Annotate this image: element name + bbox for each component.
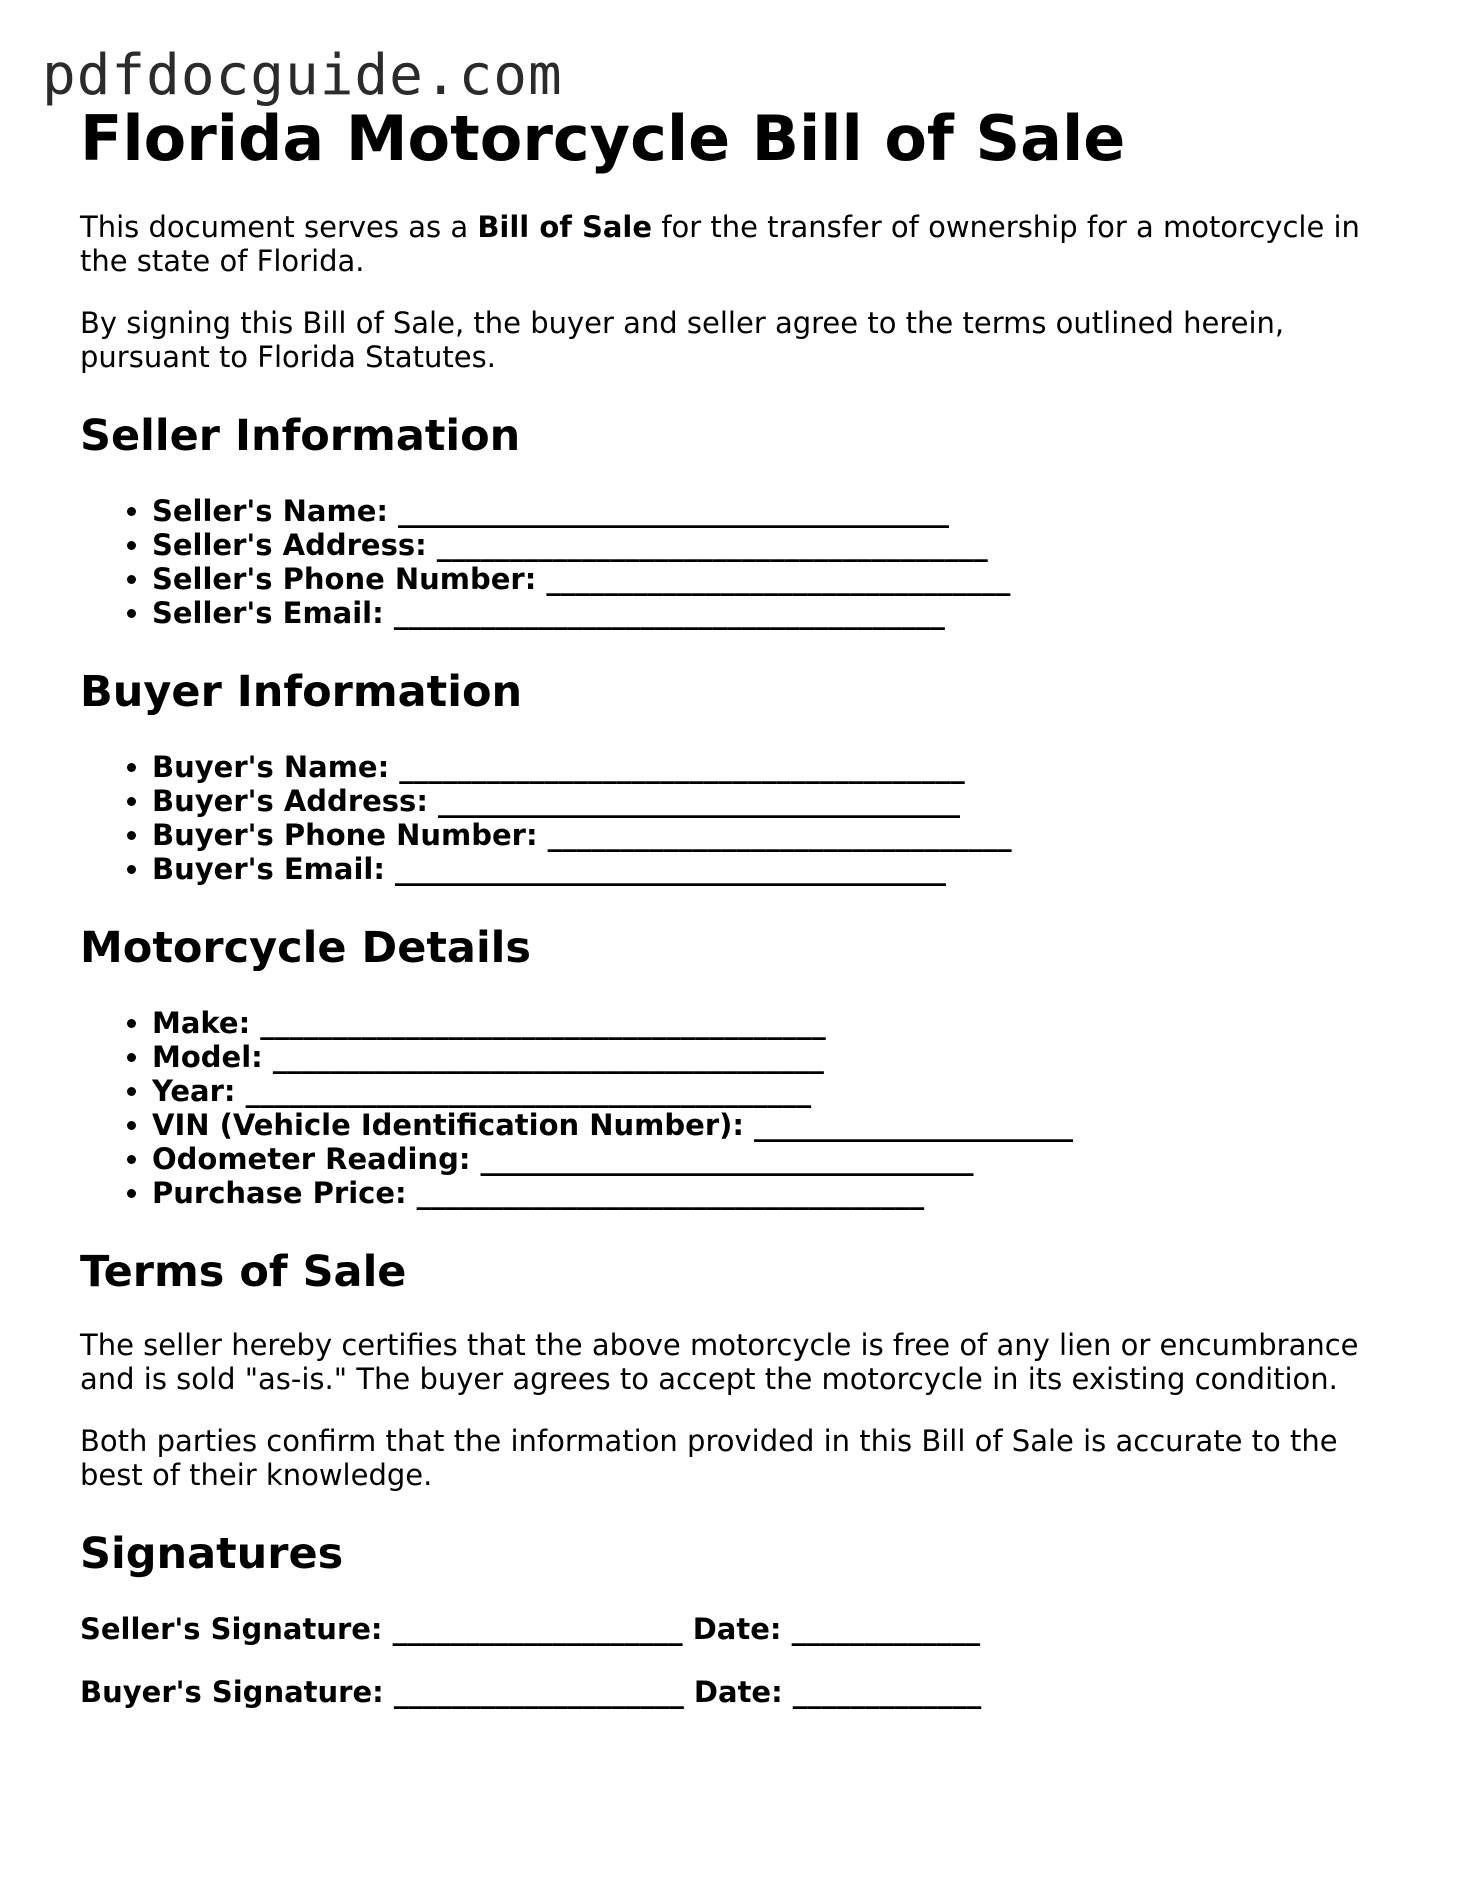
intro-text-after: for the transfer of ownership for a motorcycle in the state of Florida. xyxy=(80,210,1360,278)
buyer-field-list xyxy=(80,750,1390,886)
terms-paragraph-1: The seller hereby certifies that the above motorcycle is free of any lien or encumbrance and is sold "as-is." The buyer agrees to accept the motorcycle in its existing condition. xyxy=(80,1328,1359,1396)
signatures-heading: Signatures xyxy=(80,1529,344,1579)
model-field[interactable]: • Model: ______________________________________ xyxy=(152,1040,1390,1074)
buyer-phone-field[interactable]: • Buyer's Phone Number: ________________________________ xyxy=(152,818,1390,852)
intro-paragraph xyxy=(80,210,1390,278)
agreement-paragraph: By signing this Bill of Sale, the buyer and seller agree to the terms outlined herein, pursuant to Florida Statutes. xyxy=(80,306,1285,374)
make-field[interactable]: • Make: _______________________________________ xyxy=(152,1006,1390,1040)
motorcycle-heading: Motorcycle Details xyxy=(80,923,532,973)
document-body xyxy=(80,96,1390,1709)
odometer-field[interactable]: • Odometer Reading: __________________________________ xyxy=(152,1142,1390,1176)
seller-phone-field[interactable]: • Seller's Phone Number: ________________________________ xyxy=(152,562,1390,596)
purchase-price-field[interactable]: • Purchase Price: ___________________________________ xyxy=(152,1176,1390,1210)
seller-email-field[interactable]: • Seller's Email: ______________________________________ xyxy=(152,596,1390,630)
buyer-email-field[interactable]: • Buyer's Email: ______________________________________ xyxy=(152,852,1390,886)
seller-signature-line[interactable]: Seller's Signature: ____________________ Date: _____________ xyxy=(80,1612,981,1646)
year-field[interactable]: • Year: _______________________________________ xyxy=(152,1074,1390,1108)
intro-bold-term: Bill of Sale xyxy=(477,210,653,244)
buyer-address-field[interactable]: • Buyer's Address: ____________________________________ xyxy=(152,784,1390,818)
intro-text-before: This document serves as a xyxy=(80,210,478,244)
seller-address-field[interactable]: • Seller's Address: ______________________________________ xyxy=(152,528,1390,562)
terms-heading: Terms of Sale xyxy=(80,1247,407,1297)
watermark: pdfdocguide.com xyxy=(42,43,563,108)
terms-paragraph-2: Both parties confirm that the information provided in this Bill of Sale is accurate to the best of their knowledge. xyxy=(80,1424,1338,1492)
document-title: Florida Motorcycle Bill of Sale xyxy=(80,102,1126,175)
vin-field[interactable]: • VIN (Vehicle Identification Number): ______________________ xyxy=(152,1108,1390,1142)
buyer-heading: Buyer Information xyxy=(80,667,523,717)
buyer-signature-line[interactable]: Buyer's Signature: ____________________ Date: _____________ xyxy=(80,1675,982,1709)
buyer-name-field[interactable]: • Buyer's Name: _______________________________________ xyxy=(152,750,1390,784)
seller-heading: Seller Information xyxy=(80,411,521,461)
seller-field-list xyxy=(80,494,1390,630)
seller-name-field[interactable]: • Seller's Name: ______________________________________ xyxy=(152,494,1390,528)
motorcycle-field-list xyxy=(80,1006,1390,1210)
